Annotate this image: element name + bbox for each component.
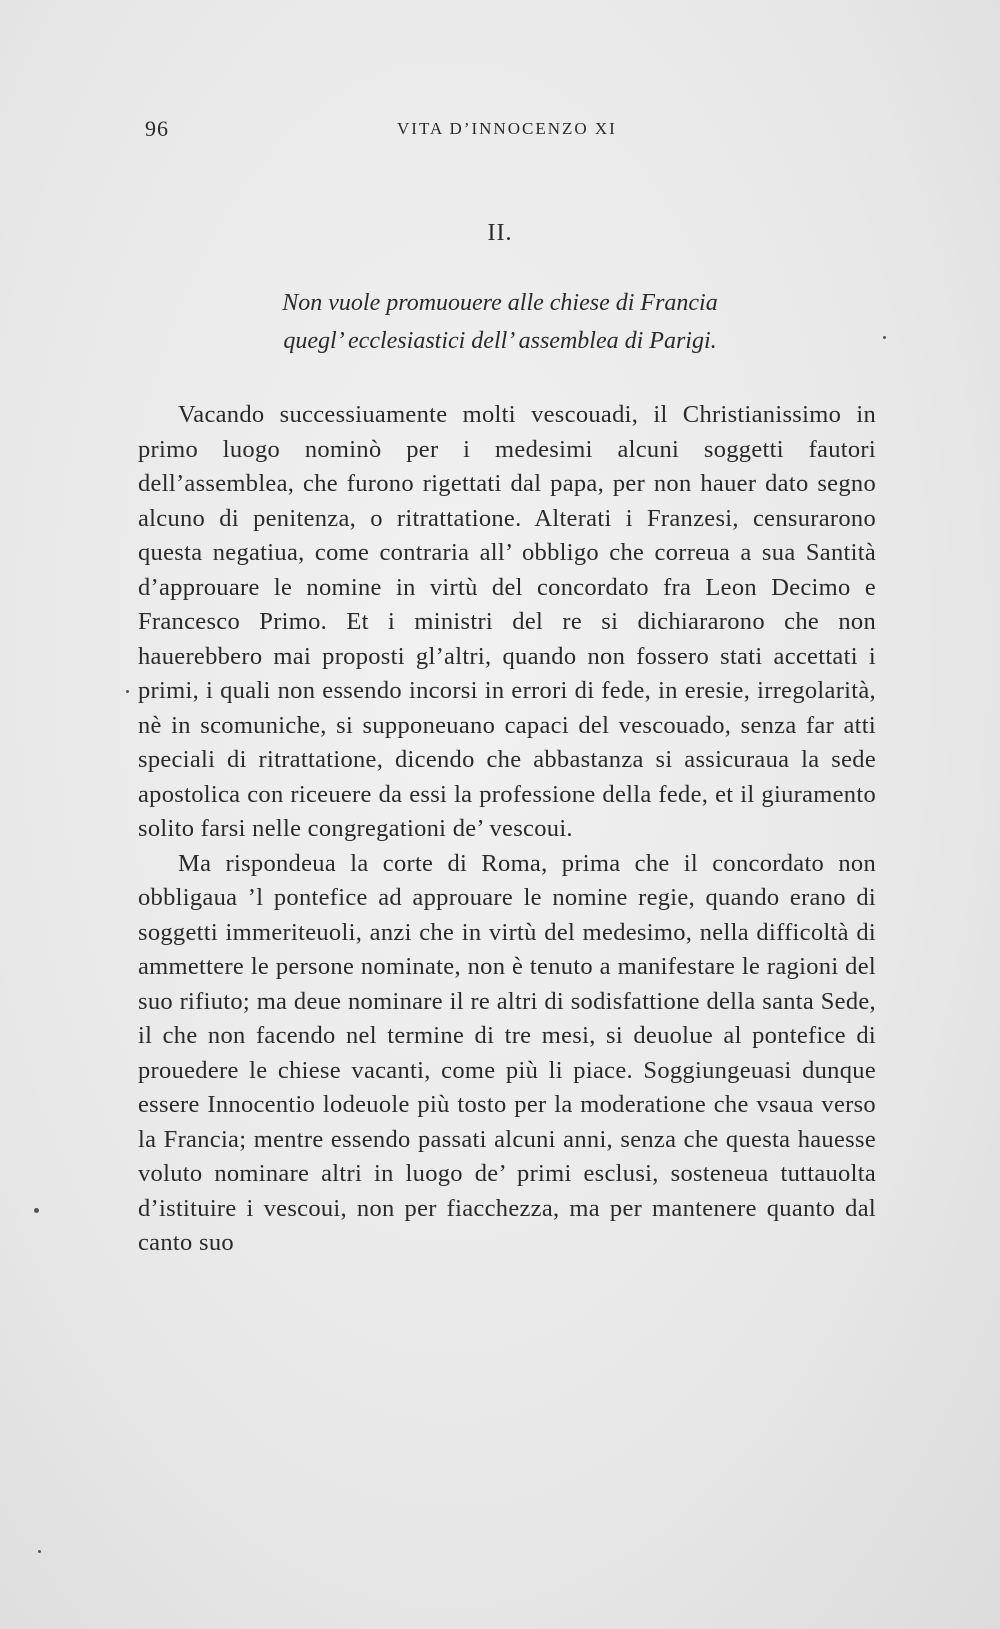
section-title-line-1: Non vuole promuouere alle chiese di Francia [282,290,718,316]
section-title [0,284,1000,360]
paragraph-1: Vacando successiuamente molti vescouadi, il Christianissimo in primo luogo nominò per i medesimi alcuni soggetti fautori dell’assemblea, che furono rigettati dal papa, per non hauer dato segno alcuno di penitenza, o ritrattatione. Alterati i Franzesi, censurarono questa negatiua, come contraria all’ obbligo che correua a sua Santità d’approuare le nomine in virtù del concordato fra Leon Decimo e Francesco Primo. Et i ministri del re si dichiararono che non hauerebbero mai proposti gl’altri, quando non fossero stati accettati i primi, i quali non essendo incorsi in errori di fede, in eresie, irregolarità, nè in scomuniche, si supponeuano capaci del vescouado, senza far atti speciali di ritrattatione, dicendo che abbastanza si assicuraua la sede apostolica con riceuere da essi la professione della fede, et il giuramento solito farsi nelle congregationi de’ vescoui. [138,401,876,842]
body-text [138,398,876,1261]
page-number: 96 [145,116,169,141]
paragraph-2: Ma rispondeua la corte di Roma, prima che il concordato non obbligaua ’l pontefice ad approuare le nomine regie, quando erano di soggetti immeriteuoli, anzi che in virtù del medesimo, nella difficoltà di ammettere le persone nominate, non è tenuto a manifestare le ragioni del suo rifiuto; ma deue nominare il re altri di sodisfattione della santa Sede, il che non facendo nel termine di tre mesi, si deuolue al pontefice di prouedere le chiese vacanti, come più li piace. Soggiungeuasi dunque essere Innocentio lodeuole più tosto per la moderatione che vsaua verso la Francia; mentre essendo passati alcuni anni, senza che questa hauesse voluto nominare altri in luogo de’ primi esclusi, sosteneua tuttauolta d’istituire i vescoui, non per fiacchezza, ma per mantenere quanto dal canto suo [138,849,876,1256]
ink-speck [126,690,129,693]
running-title: VITA D’INNOCENZO XI [397,119,617,138]
ink-speck [38,1550,41,1553]
section-title-line-2: quegl’ ecclesiastici dell’ assemblea di Parigi. [283,328,717,354]
ink-speck [883,336,886,339]
section-number: II. [487,220,513,246]
running-head [145,116,625,146]
ink-speck [34,1208,39,1213]
